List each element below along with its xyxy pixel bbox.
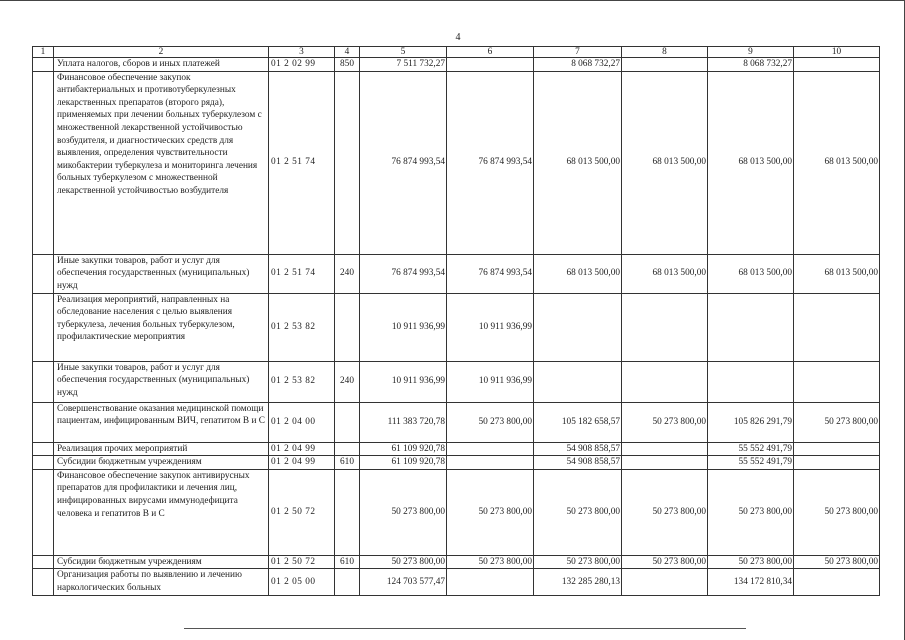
amount-col-10-cell [794, 361, 880, 402]
amount-col-8-cell [622, 442, 708, 456]
header-cell: 7 [534, 47, 622, 58]
amount-col-5-cell: 76 874 993,54 [360, 71, 447, 254]
amount-col-7-cell [534, 293, 622, 361]
amount-col-5-cell: 10 911 936,99 [360, 293, 447, 361]
page-number: 4 [455, 32, 461, 43]
amount-col-7-cell: 68 013 500,00 [534, 71, 622, 254]
amount-col-8-cell: 68 013 500,00 [622, 254, 708, 293]
item-name-cell: Финансовое обеспечение закупок антибактериальных и противотуберкулезных лекарственных препаратов (второго ряда), применяемых при лечении больных туберкулезом с множественной лекарственной устойчивостью возбудителя, и диагностических средств для выявления, определения чувствительности микобактерии туберкулеза и мониторинга лечения больных туберкулезом с множественной лекарственной устойчивостью возбудителя [54, 71, 269, 254]
expense-type-cell: 240 [335, 361, 360, 402]
target-code-cell: 01 2 53 82 [269, 293, 335, 361]
table-row [33, 402, 880, 442]
amount-col-8-cell [622, 361, 708, 402]
row-index-cell [33, 555, 54, 569]
table-row [33, 361, 880, 402]
amount-col-5-cell: 124 703 577,47 [360, 569, 447, 596]
row-index-cell [33, 293, 54, 361]
amount-col-5-cell: 10 911 936,99 [360, 361, 447, 402]
amount-col-8-cell: 50 273 800,00 [622, 402, 708, 442]
bottom-divider [184, 628, 746, 629]
amount-col-5-cell: 61 109 920,78 [360, 442, 447, 456]
target-code-cell: 01 2 04 99 [269, 456, 335, 470]
row-index-cell [33, 254, 54, 293]
table-row [33, 254, 880, 293]
item-name-cell: Субсидии бюджетным учреждениям [54, 456, 269, 470]
table-row [33, 456, 880, 470]
table-row [33, 569, 880, 596]
target-code-cell: 01 2 02 99 [269, 58, 335, 72]
target-code-cell: 01 2 53 82 [269, 361, 335, 402]
amount-col-10-cell [794, 456, 880, 470]
amount-col-7-cell [534, 361, 622, 402]
header-cell: 9 [708, 47, 794, 58]
item-name-cell: Уплата налогов, сборов и иных платежей [54, 58, 269, 72]
target-code-cell: 01 2 05 00 [269, 569, 335, 596]
expense-type-cell [335, 442, 360, 456]
row-index-cell [33, 58, 54, 72]
table-row [33, 71, 880, 254]
amount-col-6-cell: 76 874 993,54 [447, 254, 534, 293]
amount-col-7-cell: 132 285 280,13 [534, 569, 622, 596]
amount-col-8-cell [622, 456, 708, 470]
target-code-cell: 01 2 50 72 [269, 469, 335, 555]
amount-col-8-cell [622, 58, 708, 72]
row-index-cell [33, 361, 54, 402]
column-number-header-row [33, 47, 880, 58]
item-name-cell: Организация работы по выявлению и лечению наркологических больных [54, 569, 269, 596]
item-name-cell: Иные закупки товаров, работ и услуг для обеспечения государственных (муниципальных) нужд [54, 254, 269, 293]
amount-col-6-cell [447, 569, 534, 596]
item-name-cell: Финансовое обеспечение закупок антивирусных препаратов для профилактики и лечения лиц, инфицированных вирусами иммунодефицита человека и гепатитов В и С [54, 469, 269, 555]
amount-col-7-cell: 50 273 800,00 [534, 469, 622, 555]
amount-col-8-cell: 68 013 500,00 [622, 71, 708, 254]
amount-col-8-cell: 50 273 800,00 [622, 469, 708, 555]
target-code-cell: 01 2 04 00 [269, 402, 335, 442]
expense-type-cell [335, 469, 360, 555]
amount-col-9-cell: 68 013 500,00 [708, 71, 794, 254]
amount-col-6-cell: 76 874 993,54 [447, 71, 534, 254]
amount-col-7-cell: 54 908 858,57 [534, 442, 622, 456]
item-name-cell: Совершенствование оказания медицинской помощи пациентам, инфицированным ВИЧ, гепатитом В и С [54, 402, 269, 442]
amount-col-10-cell [794, 442, 880, 456]
expense-type-cell [335, 71, 360, 254]
header-cell: 3 [269, 47, 335, 58]
amount-col-6-cell: 50 273 800,00 [447, 402, 534, 442]
amount-col-7-cell: 8 068 732,27 [534, 58, 622, 72]
table-row [33, 442, 880, 456]
row-index-cell [33, 456, 54, 470]
target-code-cell: 01 2 51 74 [269, 254, 335, 293]
amount-col-10-cell: 50 273 800,00 [794, 469, 880, 555]
amount-col-5-cell: 76 874 993,54 [360, 254, 447, 293]
amount-col-9-cell [708, 293, 794, 361]
amount-col-8-cell: 50 273 800,00 [622, 555, 708, 569]
amount-col-7-cell: 68 013 500,00 [534, 254, 622, 293]
header-cell: 6 [447, 47, 534, 58]
amount-col-9-cell: 55 552 491,79 [708, 456, 794, 470]
amount-col-10-cell: 68 013 500,00 [794, 254, 880, 293]
amount-col-9-cell: 134 172 810,34 [708, 569, 794, 596]
target-code-cell: 01 2 04 99 [269, 442, 335, 456]
target-code-cell: 01 2 50 72 [269, 555, 335, 569]
budget-table [32, 46, 880, 596]
header-cell: 10 [794, 47, 880, 58]
amount-col-6-cell: 50 273 800,00 [447, 469, 534, 555]
amount-col-6-cell [447, 442, 534, 456]
header-cell: 4 [335, 47, 360, 58]
amount-col-9-cell: 55 552 491,79 [708, 442, 794, 456]
amount-col-5-cell: 61 109 920,78 [360, 456, 447, 470]
amount-col-10-cell: 68 013 500,00 [794, 71, 880, 254]
amount-col-9-cell [708, 361, 794, 402]
amount-col-10-cell [794, 293, 880, 361]
amount-col-9-cell: 68 013 500,00 [708, 254, 794, 293]
expense-type-cell: 610 [335, 555, 360, 569]
item-name-cell: Реализация мероприятий, направленных на обследование населения с целью выявления туберкулеза, лечения больных туберкулезом, профилактические мероприятия [54, 293, 269, 361]
amount-col-7-cell: 54 908 858,57 [534, 456, 622, 470]
expense-type-cell [335, 569, 360, 596]
table-row [33, 469, 880, 555]
amount-col-6-cell: 10 911 936,99 [447, 361, 534, 402]
amount-col-9-cell: 8 068 732,27 [708, 58, 794, 72]
expense-type-cell: 240 [335, 254, 360, 293]
table-row [33, 58, 880, 72]
table-row [33, 293, 880, 361]
expense-type-cell [335, 402, 360, 442]
header-cell: 2 [54, 47, 269, 58]
item-name-cell: Иные закупки товаров, работ и услуг для обеспечения государственных (муниципальных) нужд [54, 361, 269, 402]
row-index-cell [33, 569, 54, 596]
amount-col-7-cell: 105 182 658,57 [534, 402, 622, 442]
item-name-cell: Субсидии бюджетным учреждениям [54, 555, 269, 569]
amount-col-9-cell: 105 826 291,79 [708, 402, 794, 442]
amount-col-5-cell: 111 383 720,78 [360, 402, 447, 442]
row-index-cell [33, 71, 54, 254]
row-index-cell [33, 402, 54, 442]
item-name-cell: Реализация прочих мероприятий [54, 442, 269, 456]
row-index-cell [33, 469, 54, 555]
amount-col-9-cell: 50 273 800,00 [708, 555, 794, 569]
amount-col-10-cell: 50 273 800,00 [794, 402, 880, 442]
amount-col-8-cell [622, 293, 708, 361]
amount-col-7-cell: 50 273 800,00 [534, 555, 622, 569]
amount-col-10-cell [794, 569, 880, 596]
amount-col-5-cell: 7 511 732,27 [360, 58, 447, 72]
amount-col-6-cell: 10 911 936,99 [447, 293, 534, 361]
row-index-cell [33, 442, 54, 456]
table-row [33, 555, 880, 569]
header-cell: 1 [33, 47, 54, 58]
amount-col-5-cell: 50 273 800,00 [360, 469, 447, 555]
amount-col-5-cell: 50 273 800,00 [360, 555, 447, 569]
header-cell: 5 [360, 47, 447, 58]
amount-col-6-cell: 50 273 800,00 [447, 555, 534, 569]
header-cell: 8 [622, 47, 708, 58]
amount-col-8-cell [622, 569, 708, 596]
amount-col-10-cell: 50 273 800,00 [794, 555, 880, 569]
expense-type-cell: 850 [335, 58, 360, 72]
expense-type-cell: 610 [335, 456, 360, 470]
amount-col-6-cell [447, 58, 534, 72]
amount-col-9-cell: 50 273 800,00 [708, 469, 794, 555]
target-code-cell: 01 2 51 74 [269, 71, 335, 254]
expense-type-cell [335, 293, 360, 361]
amount-col-10-cell [794, 58, 880, 72]
amount-col-6-cell [447, 456, 534, 470]
